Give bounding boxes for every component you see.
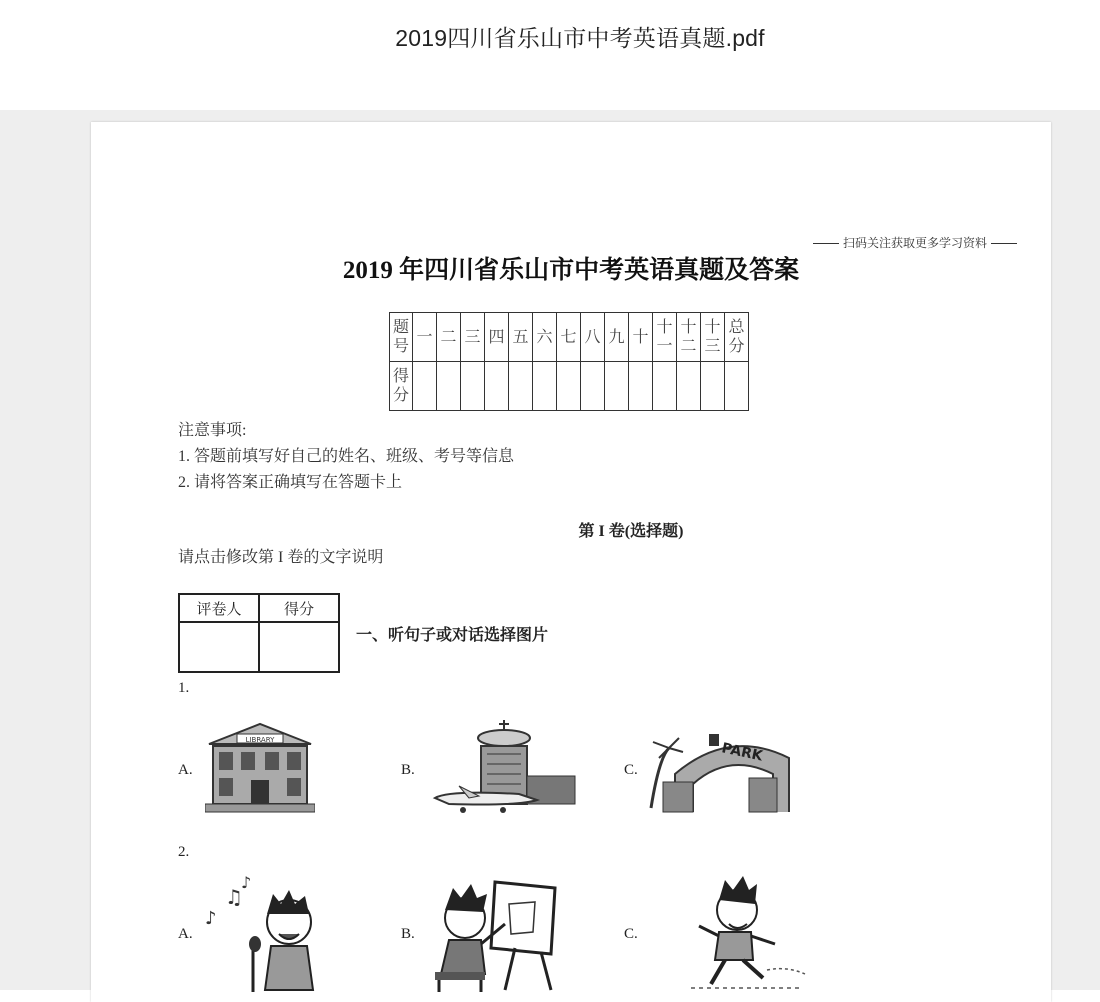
grader-cell (259, 622, 339, 672)
option-label: C. (624, 762, 638, 778)
score-row-header: 题 号 (390, 313, 413, 362)
svg-text:♫: ♫ (225, 885, 243, 909)
score-cell (509, 362, 533, 411)
grader-cell (179, 622, 259, 672)
score-column-header: 七 (557, 313, 581, 362)
viewer-header (0, 0, 1100, 110)
score-cell (725, 362, 749, 411)
pdf-page (91, 122, 1051, 1002)
qr-note: 扫码关注获取更多学习资料 (809, 234, 1021, 251)
pdf-viewer[interactable] (0, 110, 1100, 990)
score-cell (677, 362, 701, 411)
park-image (649, 728, 795, 814)
score-cell (557, 362, 581, 411)
svg-text:♪: ♪ (241, 874, 252, 892)
library-sign: LIBRARY (245, 736, 275, 744)
svg-text:♪: ♪ (205, 908, 217, 929)
score-column-header: 十 一 (653, 313, 677, 362)
score-column-header: 二 (437, 313, 461, 362)
airport-image (429, 718, 579, 822)
library-image (205, 718, 315, 818)
notes-heading: 注意事项: (178, 422, 247, 439)
painting-boy-image (425, 874, 565, 992)
option-label: B. (401, 926, 415, 942)
score-column-header: 五 (509, 313, 533, 362)
note-item: 1. 答题前填写好自己的姓名、班级、考号等信息 (178, 448, 515, 465)
question-number: 1. (178, 680, 190, 696)
score-row-score (390, 362, 749, 411)
section-title: 第 I 卷(选择题) (578, 523, 684, 540)
question-number: 2. (178, 844, 190, 860)
score-column-header: 一 (413, 313, 437, 362)
score-row-header: 得 分 (390, 362, 413, 411)
score-column-header: 九 (605, 313, 629, 362)
option-label: A. (178, 926, 193, 942)
document-title: 2019四川省乐山市中考英语真题.pdf (395, 25, 765, 51)
score-cell (701, 362, 725, 411)
park-sign: PARK (720, 740, 765, 765)
score-column-header: 十 二 (677, 313, 701, 362)
score-cell (653, 362, 677, 411)
score-column-header: 十 三 (701, 313, 725, 362)
notes (178, 418, 514, 496)
score-cell (629, 362, 653, 411)
score-column-header: 六 (533, 313, 557, 362)
score-column-header: 十 (629, 313, 653, 362)
singing-boy-image (201, 874, 333, 992)
score-column-header: 总 分 (725, 313, 749, 362)
score-row-number (390, 313, 749, 362)
running-boy-image (671, 874, 811, 992)
part-title: 一、听句子或对话选择图片 (356, 627, 549, 644)
score-column-header: 三 (461, 313, 485, 362)
score-cell (485, 362, 509, 411)
grader-header: 得分 (259, 594, 339, 622)
paper-title: 2019 年四川省乐山市中考英语真题及答案 (342, 257, 800, 284)
note-item: 2. 请将答案正确填写在答题卡上 (178, 474, 403, 491)
option-label: C. (624, 926, 638, 942)
score-column-header: 八 (581, 313, 605, 362)
option-label: B. (401, 762, 415, 778)
score-cell (461, 362, 485, 411)
score-table (389, 312, 749, 411)
score-cell (605, 362, 629, 411)
score-cell (581, 362, 605, 411)
option-label: A. (178, 762, 193, 778)
score-cell (437, 362, 461, 411)
grader-header: 评卷人 (179, 594, 259, 622)
score-column-header: 四 (485, 313, 509, 362)
score-cell (533, 362, 557, 411)
grader-table (178, 593, 340, 673)
score-cell (413, 362, 437, 411)
section-description: 请点击修改第 I 卷的文字说明 (178, 549, 384, 566)
